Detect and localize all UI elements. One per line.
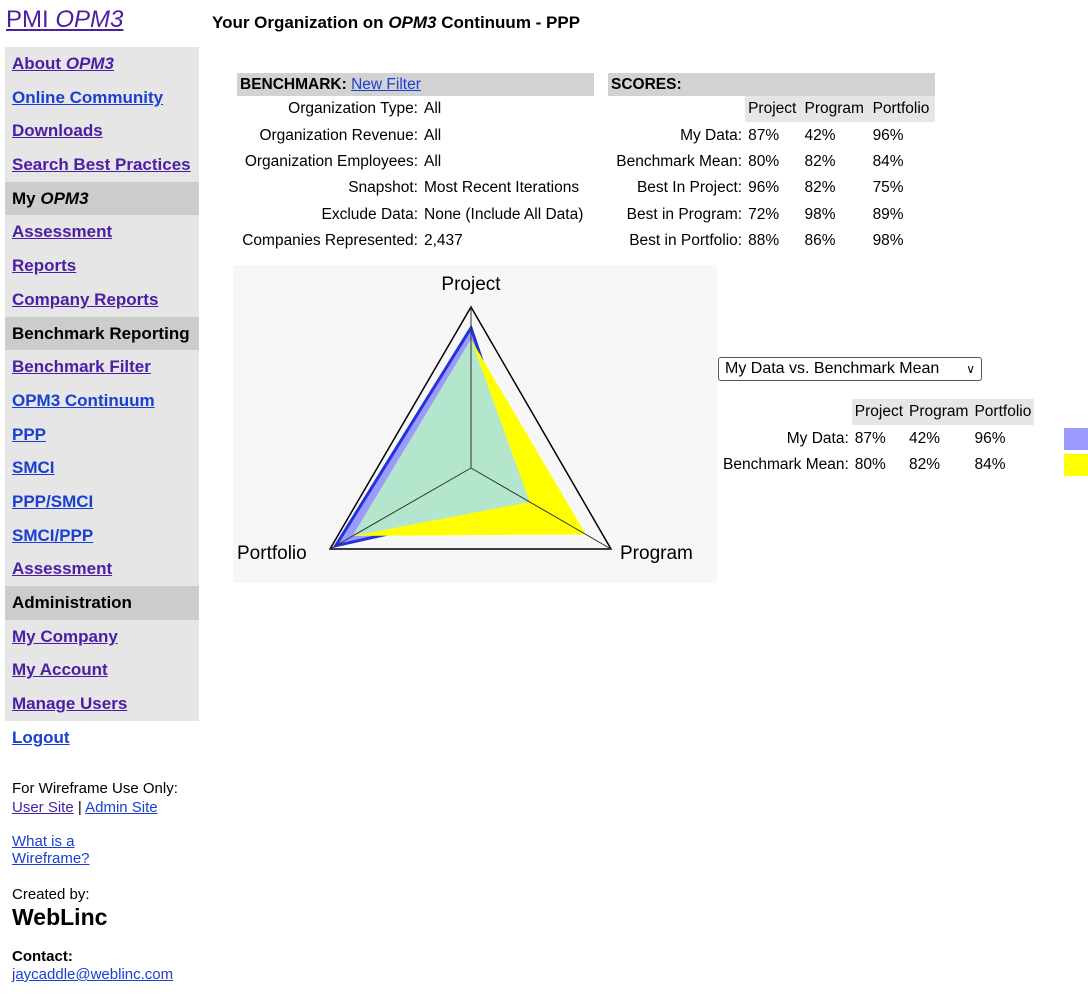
sidebar-item-manage-users bbox=[5, 687, 199, 721]
contact-email-link[interactable]: jaycaddle@weblinc.com bbox=[12, 966, 174, 983]
assessment-2-link[interactable]: Assessment bbox=[12, 559, 113, 579]
comparison-select[interactable] bbox=[718, 357, 982, 381]
benchmark-label: Organization Type: bbox=[288, 100, 418, 118]
column-header: Project bbox=[852, 399, 906, 425]
benchmark-label: Organization Employees: bbox=[244, 152, 418, 170]
table-row bbox=[237, 122, 594, 148]
benchmark-label: Snapshot: bbox=[348, 179, 418, 197]
table-row: Best in Portfolio: 88% 86% 98% bbox=[629, 232, 904, 250]
column-header: Portfolio bbox=[870, 96, 935, 122]
sidebar-item-assessment-2 bbox=[5, 552, 199, 586]
ppp-smci-link[interactable]: PPP/SMCI bbox=[12, 491, 94, 511]
table-row bbox=[237, 175, 594, 201]
logout-link[interactable]: Logout bbox=[12, 727, 70, 747]
benchmark-filter-link[interactable]: Benchmark Filter bbox=[12, 357, 151, 377]
what-is-wireframe bbox=[12, 833, 90, 867]
benchmark-table bbox=[237, 73, 594, 254]
table-row: Benchmark Mean: 80% 82% 84% bbox=[720, 452, 1088, 478]
about-link[interactable]: About OPM3 bbox=[12, 54, 115, 73]
sidebar-item-ppp bbox=[5, 418, 199, 452]
benchmark-value: All bbox=[424, 100, 442, 118]
column-header: Portfolio bbox=[971, 399, 1034, 425]
chevron-down-icon: ∨ bbox=[966, 362, 975, 376]
downloads-link[interactable]: Downloads bbox=[12, 121, 103, 141]
sidebar-header-benchmark-reporting: Benchmark Reporting bbox=[5, 317, 199, 351]
sidebar-item-opm3-continuum bbox=[5, 384, 199, 418]
radar-axis-label-portfolio: Portfolio bbox=[237, 543, 307, 564]
radar-chart bbox=[233, 265, 717, 583]
benchmark-header bbox=[237, 73, 594, 96]
weblinc-name: WebLinc bbox=[12, 904, 108, 930]
logo-link[interactable] bbox=[6, 6, 123, 34]
benchmark-value: None (Include All Data) bbox=[424, 205, 584, 223]
sidebar-item-company-reports bbox=[5, 283, 199, 317]
sidebar-item-smci-ppp bbox=[5, 519, 199, 553]
table-row bbox=[237, 149, 594, 175]
created-by-label: Created by: bbox=[12, 886, 90, 903]
contact-label: Contact: bbox=[12, 948, 73, 965]
ppp-link[interactable]: PPP bbox=[12, 424, 47, 444]
table-row: My Data: 87% 42% 96% bbox=[720, 425, 1088, 451]
table-row bbox=[237, 202, 594, 228]
table-row: Benchmark Mean: 80% 82% 84% bbox=[616, 152, 904, 170]
sidebar-item-assessment bbox=[5, 215, 199, 249]
table-row: Best In Project: 96% 82% 75% bbox=[636, 179, 904, 197]
sidebar bbox=[5, 47, 199, 754]
table-row bbox=[237, 228, 594, 254]
sidebar-item-smci bbox=[5, 451, 199, 485]
user-site-link[interactable]: User Site bbox=[12, 799, 74, 816]
legend-swatch-my-data bbox=[1064, 428, 1088, 450]
search-best-practices-link[interactable]: Search Best Practices bbox=[12, 155, 191, 175]
sidebar-header-administration: Administration bbox=[5, 586, 199, 620]
sidebar-item-my-account bbox=[5, 653, 199, 687]
benchmark-value: Most Recent Iterations bbox=[424, 179, 580, 197]
comparison-select-value: My Data vs. Benchmark Mean bbox=[725, 360, 940, 377]
column-header: Project bbox=[745, 96, 801, 122]
radar-axis-label-program: Program bbox=[620, 543, 693, 564]
admin-site-link[interactable]: Admin Site bbox=[85, 799, 158, 816]
legend-swatch-benchmark bbox=[1064, 454, 1088, 476]
benchmark-label: Organization Revenue: bbox=[259, 126, 418, 144]
smci-ppp-link[interactable]: SMCI/PPP bbox=[12, 525, 94, 545]
smci-link[interactable]: SMCI bbox=[12, 458, 55, 478]
sidebar-item-downloads bbox=[5, 114, 199, 148]
reports-link[interactable]: Reports bbox=[12, 256, 77, 276]
wireframe-label: For Wireframe Use Only: bbox=[12, 780, 178, 797]
wireframe-links bbox=[12, 799, 158, 816]
benchmark-label: Companies Represented: bbox=[242, 232, 418, 250]
table-row: Best in Program: 72% 98% 89% bbox=[626, 205, 904, 223]
sidebar-item-ppp-smci bbox=[5, 485, 199, 519]
manage-users-link[interactable]: Manage Users bbox=[12, 694, 128, 714]
scores-column-headers bbox=[608, 96, 935, 122]
contact-email bbox=[12, 966, 173, 983]
scores-heading: SCORES: bbox=[608, 73, 935, 96]
page-title: Your Organization on OPM3 Continuum - PPP bbox=[212, 13, 581, 32]
sidebar-item-benchmark-filter bbox=[5, 350, 199, 384]
comparison-legend-table bbox=[720, 399, 1088, 478]
sidebar-item-logout bbox=[5, 721, 199, 755]
scores-table bbox=[608, 73, 935, 254]
sidebar-item-reports bbox=[5, 249, 199, 283]
online-community-link[interactable]: Online Community bbox=[12, 87, 164, 107]
sidebar-item-search bbox=[5, 148, 199, 182]
benchmark-value: All bbox=[424, 126, 442, 144]
column-header: Program bbox=[802, 96, 870, 122]
logo-prefix: PMI bbox=[6, 6, 49, 33]
scores-header bbox=[608, 73, 935, 96]
assessment-link[interactable]: Assessment bbox=[12, 222, 113, 242]
benchmark-heading: BENCHMARK: bbox=[240, 75, 347, 93]
column-header: Program bbox=[906, 399, 971, 425]
sidebar-header-my-opm3: My OPM3 bbox=[5, 182, 199, 216]
my-company-link[interactable]: My Company bbox=[12, 626, 118, 646]
table-row: My Data: 87% 42% 96% bbox=[680, 126, 904, 144]
company-reports-link[interactable]: Company Reports bbox=[12, 289, 159, 309]
legend-column-headers bbox=[720, 399, 1088, 425]
benchmark-value: 2,437 bbox=[424, 232, 463, 250]
what-is-wireframe-link[interactable]: What is a Wireframe? bbox=[12, 833, 90, 867]
benchmark-value: All bbox=[424, 152, 442, 170]
sidebar-item-my-company bbox=[5, 620, 199, 654]
opm3-continuum-link[interactable]: OPM3 Continuum bbox=[12, 390, 155, 410]
sidebar-item-about bbox=[5, 47, 199, 81]
sidebar-item-online-community bbox=[5, 81, 199, 115]
my-account-link[interactable]: My Account bbox=[12, 660, 108, 680]
link-separator: | bbox=[77, 799, 82, 816]
table-row bbox=[237, 96, 594, 122]
new-filter-link[interactable]: New Filter bbox=[351, 75, 421, 93]
benchmark-label: Exclude Data: bbox=[321, 205, 418, 223]
logo-suffix: OPM3 bbox=[55, 6, 124, 33]
radar-axis-label-project: Project bbox=[441, 274, 501, 295]
